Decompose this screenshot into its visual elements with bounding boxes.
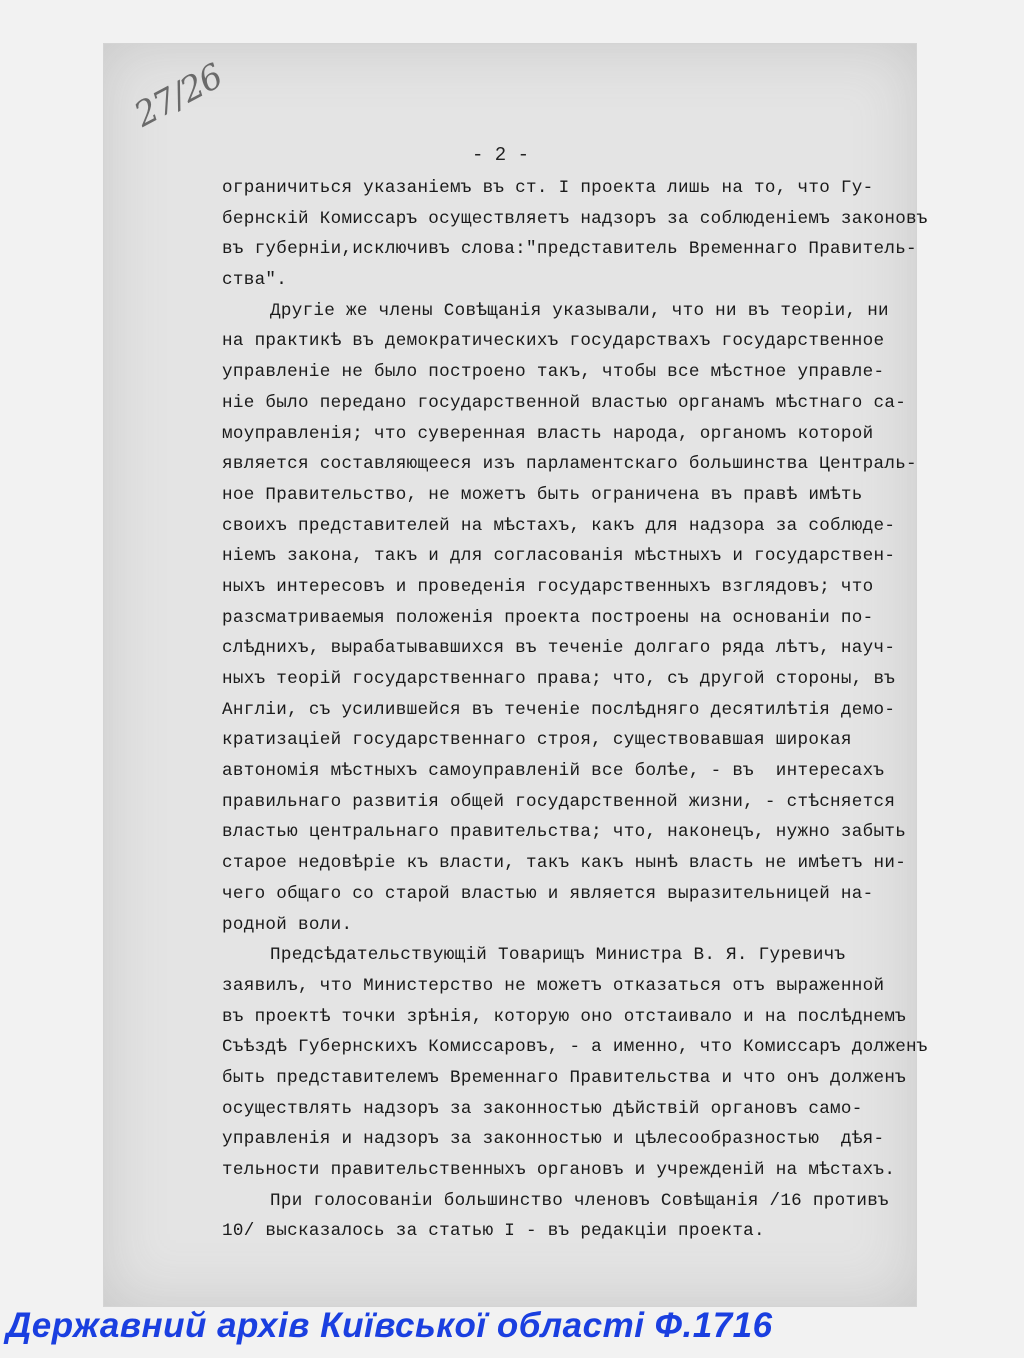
text-line: управленiя и надзоръ за законностью и цѣлесообразностью дѣя- [222, 1129, 885, 1150]
text-line: нiе было передано государственной властью органамъ мѣстнаго са- [222, 392, 907, 413]
page-number: - 2 - [472, 144, 530, 166]
text-line: въ губернiи,исключивъ слова:"представитель Временнаго Правитель- [222, 239, 917, 260]
text-line: разсматриваемыя положенiя проекта построены на основанiи по- [222, 607, 874, 628]
text-line: своихъ представителей на мѣстахъ, какъ для надзора за соблюде- [222, 515, 896, 536]
text-line: правильнаго развитiя общей государственной жизни, - стѣсняется [222, 791, 896, 812]
text-line: ныхъ интересовъ и проведенiя государственныхъ взглядовъ; что [222, 576, 874, 597]
text-line: нiемъ закона, такъ и для согласованiя мѣстныхъ и государствен- [222, 546, 896, 567]
text-line: родной воли. [222, 914, 353, 935]
text-line: тельности правительственныхъ органовъ и учрежденiй на мѣстахъ. [222, 1160, 896, 1180]
text-line: Съѣздѣ Губернскихъ Комиссаровъ, - а именно, что Комиссаръ долженъ [222, 1037, 928, 1058]
text-line: Англiи, съ усилившейся въ теченiе послѣдняго десятилѣтiя демо- [222, 699, 896, 720]
text-line: властью центральнаго правительства; что, наконецъ, нужно забыть [222, 822, 907, 843]
document-body [222, 173, 928, 1247]
text-line: осуществлять надзоръ за законностью дѣйствiй органовъ само- [222, 1098, 863, 1119]
text-line: ства". [222, 270, 288, 291]
text-line: бернскiй Комиссаръ осуществляетъ надзоръ за соблюденiемъ законовъ [222, 208, 928, 229]
text-line: въ проектѣ точки зрѣнiя, которую оно отстаивало и на послѣднемъ [222, 1006, 907, 1027]
text-line: является составляющееся изъ парламентскаго большинства Централь- [222, 454, 917, 475]
text-line: управленiе не было построено такъ, чтобы все мѣстное управле- [222, 362, 885, 383]
text-line: моуправленiя; что суверенная власть народа, органомъ которой [222, 423, 874, 444]
text-line: кратизацiей государственнаго строя, существовавшая широкая [222, 730, 852, 751]
text-line: ное Правительство, не можетъ быть ограничена въ правѣ имѣть [222, 484, 863, 505]
text-line: При голосованiи большинство членовъ Совѣщанiя /16 противъ [270, 1190, 889, 1211]
text-line: ограничиться указанiемъ въ ст. I проекта лишь на то, что Гу- [222, 178, 874, 198]
text-line: слѣднихъ, вырабатывавшихся въ теченiе долгаго ряда лѣтъ, науч- [222, 638, 896, 659]
text-line: заявилъ, что Министерство не можетъ отказаться отъ выраженной [222, 975, 885, 996]
text-line: ныхъ теорiй государственнаго права; что, съ другой стороны, въ [222, 669, 896, 689]
text-line: старое недовѣрiе къ власти, такъ какъ нынѣ власть не имѣетъ ни- [222, 853, 907, 874]
text-line: 10/ высказалось за статью I - въ редакцiи проекта. [222, 1221, 765, 1242]
text-line: чего общаго со старой властью и является выразительницей на- [222, 883, 874, 904]
handwritten-archive-number: 27/26 [128, 56, 229, 136]
text-line: на практикѣ въ демократическихъ государствахъ государственное [222, 331, 885, 352]
archive-watermark: Державний архів Київської області Ф.1716 [6, 1306, 773, 1345]
text-line: Другiе же члены Совѣщанiя указывали, что ни въ теорiи, ни [270, 300, 889, 321]
text-line: Предсѣдательствующiй Товарищъ Министра В. Я. Гуревичъ [270, 945, 846, 966]
text-line: быть представителемъ Временнаго Правительства и что онъ долженъ [222, 1067, 907, 1088]
text-line: автономiя мѣстныхъ самоуправленiй все болѣе, - въ интересахъ [222, 761, 885, 782]
